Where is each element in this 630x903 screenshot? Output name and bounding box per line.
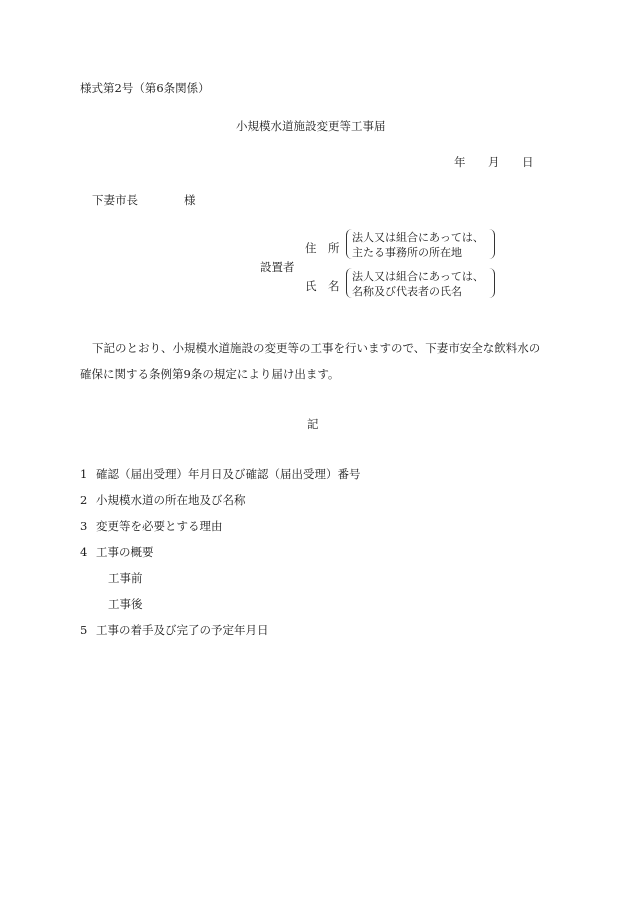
document-title: 小規模水道施設変更等工事届 [236, 119, 386, 133]
sub-item-after: 工事後 [108, 597, 143, 611]
address-note-line-2: 主たる事務所の所在地 [352, 246, 462, 259]
date-year: 年 [454, 155, 466, 169]
name-label: 氏 名 [305, 279, 340, 293]
date-day: 日 [522, 155, 534, 169]
item-2-number: 2 [80, 493, 88, 507]
item-2-text: 小規模水道の所在地及び名称 [96, 493, 246, 507]
name-note-line-1: 法人又は組合にあっては、 [352, 270, 484, 283]
body-text-line-1: 下記のとおり、小規模水道施設の変更等の工事を行いますので、下妻市安全な飲料水の [92, 341, 541, 355]
item-5-number: 5 [80, 623, 88, 637]
date-month: 月 [488, 155, 500, 169]
item-3-text: 変更等を必要とする理由 [96, 519, 223, 533]
addressee-suffix: 様 [184, 193, 196, 207]
item-1-text: 確認（届出受理）年月日及び確認（届出受理）番号 [96, 467, 361, 481]
item-4-text: 工事の概要 [96, 545, 154, 559]
ki-heading: 記 [307, 417, 319, 431]
item-3-number: 3 [80, 519, 88, 533]
form-number: 様式第2号（第6条関係） [80, 81, 210, 95]
item-1-number: 1 [80, 467, 88, 481]
item-5-text: 工事の着手及び完了の予定年月日 [96, 623, 269, 637]
addressee-name: 下妻市長 [92, 193, 138, 207]
address-note-line-1: 法人又は組合にあっては、 [352, 231, 484, 244]
address-label: 住 所 [305, 241, 340, 255]
sub-item-before: 工事前 [108, 571, 143, 585]
body-text-line-2: 確保に関する条例第9条の規定により届け出ます。 [80, 367, 340, 381]
item-4-number: 4 [80, 545, 88, 559]
name-note-line-2: 名称及び代表者の氏名 [352, 285, 462, 298]
applicant-label: 設置者 [260, 260, 295, 274]
